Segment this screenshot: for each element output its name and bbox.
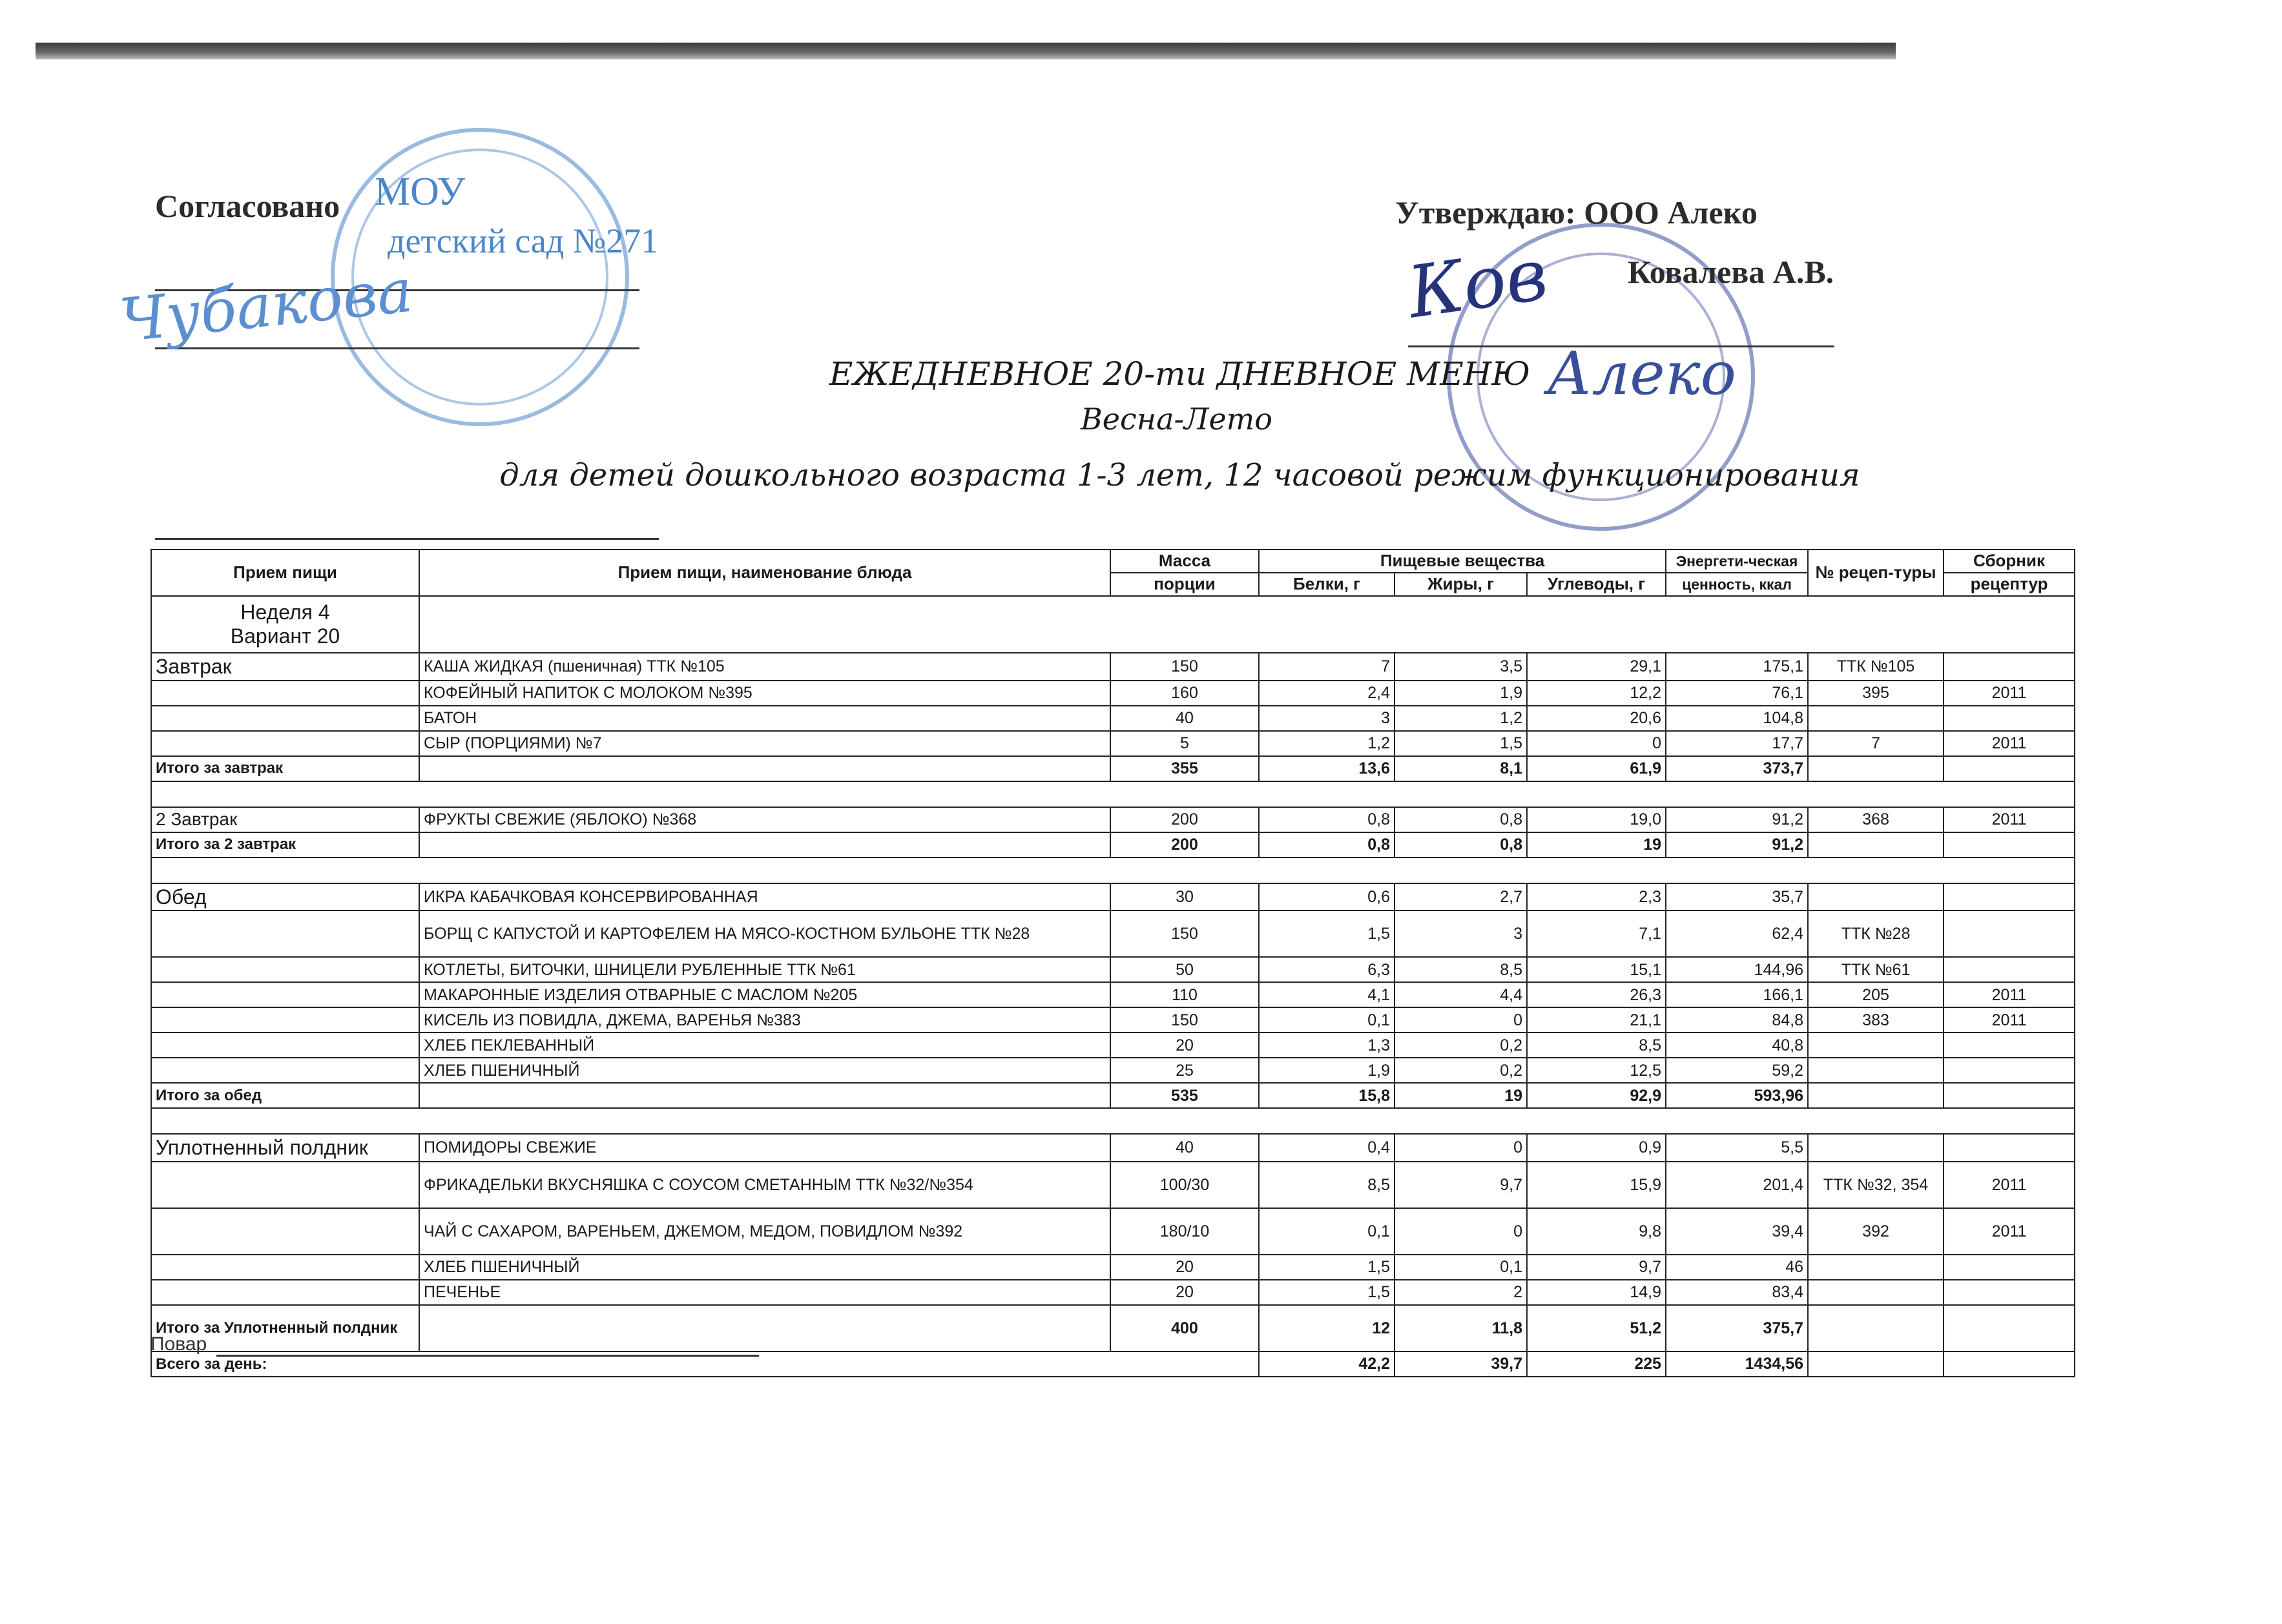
collection-cell: 2011 xyxy=(1944,982,2075,1007)
table-row xyxy=(151,807,2075,832)
total-label: Итого за обед xyxy=(151,1083,419,1108)
fat-cell: 0,2 xyxy=(1395,1033,1527,1058)
mass-cell: 150 xyxy=(1110,1007,1259,1033)
header-carbs: Углеводы, г xyxy=(1527,573,1666,596)
recipe-cell xyxy=(1808,1305,1944,1352)
recipe-cell xyxy=(1808,883,1944,911)
carbs-cell: 92,9 xyxy=(1527,1083,1666,1108)
dish-cell: ХЛЕБ ПЕКЛЕВАННЫЙ xyxy=(419,1033,1110,1058)
meal-cell: Уплотненный полдник xyxy=(151,1134,419,1162)
protein-cell: 2,4 xyxy=(1259,681,1395,706)
table-row xyxy=(151,1007,2075,1033)
energy-cell: 76,1 xyxy=(1666,681,1808,706)
recipe-cell: 383 xyxy=(1808,1007,1944,1033)
dish-cell: ПЕЧЕНЬЕ xyxy=(419,1280,1110,1305)
carbs-cell: 225 xyxy=(1527,1352,1666,1377)
header-fat: Жиры, г xyxy=(1395,573,1527,596)
mass-cell: 20 xyxy=(1110,1033,1259,1058)
recipe-cell xyxy=(1808,1134,1944,1162)
signature-left: Чубакова xyxy=(116,256,416,356)
collection-cell: 2011 xyxy=(1944,1162,2075,1208)
energy-cell: 144,96 xyxy=(1666,957,1808,982)
dish-cell: БОРЩ С КАПУСТОЙ И КАРТОФЕЛЕМ НА МЯСО-КОСТНОМ БУЛЬОНЕ ТТК №28 xyxy=(419,910,1110,957)
total-row xyxy=(151,1083,2075,1108)
mass-cell: 150 xyxy=(1110,910,1259,957)
mass-cell: 30 xyxy=(1110,883,1259,911)
meal-cell: 2 Завтрак xyxy=(151,807,419,832)
mass-cell: 200 xyxy=(1110,832,1259,858)
header-protein: Белки, г xyxy=(1259,573,1395,596)
collection-cell: 2011 xyxy=(1944,681,2075,706)
energy-cell: 39,4 xyxy=(1666,1208,1808,1255)
table-row xyxy=(151,957,2075,982)
dish-cell: КИСЕЛЬ ИЗ ПОВИДЛА, ДЖЕМА, ВАРЕНЬЯ №383 xyxy=(419,1007,1110,1033)
header-collection: Сборник xyxy=(1944,550,2075,573)
protein-cell: 0,1 xyxy=(1259,1007,1395,1033)
carbs-cell: 2,3 xyxy=(1527,883,1666,911)
carbs-cell: 14,9 xyxy=(1527,1280,1666,1305)
fat-cell: 0,2 xyxy=(1395,1058,1527,1083)
total-label: Итого за Уплотненный полдник xyxy=(151,1305,419,1352)
mass-cell: 100/30 xyxy=(1110,1162,1259,1208)
carbs-cell: 15,9 xyxy=(1527,1162,1666,1208)
carbs-cell: 26,3 xyxy=(1527,982,1666,1007)
meal-cell xyxy=(151,1255,419,1280)
menu-title: ЕЖЕДНЕВНОЕ 20-ти ДНЕВНОЕ МЕНЮ xyxy=(829,355,1531,393)
recipe-cell: ТТК №32, 354 xyxy=(1808,1162,1944,1208)
table-row xyxy=(151,910,2075,957)
header-nutrients: Пищевые вещества xyxy=(1259,550,1666,573)
mass-cell: 160 xyxy=(1110,681,1259,706)
fat-cell: 1,5 xyxy=(1395,731,1527,756)
fat-cell: 9,7 xyxy=(1395,1162,1527,1208)
fat-cell: 2 xyxy=(1395,1280,1527,1305)
table-row xyxy=(151,1162,2075,1208)
energy-cell: 40,8 xyxy=(1666,1033,1808,1058)
total-row xyxy=(151,1305,2075,1352)
fat-cell: 3 xyxy=(1395,910,1527,957)
carbs-cell: 20,6 xyxy=(1527,706,1666,731)
recipe-cell: 392 xyxy=(1808,1208,1944,1255)
protein-cell: 0,4 xyxy=(1259,1134,1395,1162)
scan-edge-shadow xyxy=(36,43,1896,59)
recipe-cell xyxy=(1808,1255,1944,1280)
header-meal: Прием пищи xyxy=(151,550,419,596)
protein-cell: 12 xyxy=(1259,1305,1395,1352)
meal-cell: Завтрак xyxy=(151,653,419,681)
mass-cell: 535 xyxy=(1110,1083,1259,1108)
menu-season: Весна-Лето xyxy=(1081,402,1272,437)
collection-cell xyxy=(1944,1083,2075,1108)
menu-subtitle: для детей дошкольного возраста 1-3 лет, 12 часовой режим функционирования xyxy=(499,457,1860,493)
energy-cell: 35,7 xyxy=(1666,883,1808,911)
variant-label: Вариант 20 xyxy=(230,624,340,648)
carbs-cell: 19,0 xyxy=(1527,807,1666,832)
recipe-cell xyxy=(1808,1058,1944,1083)
spacer-row xyxy=(151,858,2075,883)
dish-cell xyxy=(419,1083,1110,1108)
energy-cell: 5,5 xyxy=(1666,1134,1808,1162)
protein-cell: 1,2 xyxy=(1259,731,1395,756)
carbs-cell: 29,1 xyxy=(1527,653,1666,681)
carbs-cell: 15,1 xyxy=(1527,957,1666,982)
protein-cell: 0,8 xyxy=(1259,832,1395,858)
meal-cell xyxy=(151,982,419,1007)
table-row xyxy=(151,1033,2075,1058)
meal-cell xyxy=(151,1162,419,1208)
carbs-cell: 9,8 xyxy=(1527,1208,1666,1255)
fat-cell: 1,9 xyxy=(1395,681,1527,706)
dish-cell: ХЛЕБ ПШЕНИЧНЫЙ xyxy=(419,1255,1110,1280)
protein-cell: 15,8 xyxy=(1259,1083,1395,1108)
energy-cell: 175,1 xyxy=(1666,653,1808,681)
meal-cell xyxy=(151,1007,419,1033)
energy-cell: 593,96 xyxy=(1666,1083,1808,1108)
recipe-cell: ТТК №28 xyxy=(1808,910,1944,957)
collection-cell xyxy=(1944,1280,2075,1305)
protein-cell: 4,1 xyxy=(1259,982,1395,1007)
collection-cell: 2011 xyxy=(1944,1007,2075,1033)
day-total-label: Всего за день: xyxy=(151,1352,1259,1377)
table-row xyxy=(151,1134,2075,1162)
protein-cell: 7 xyxy=(1259,653,1395,681)
fat-cell: 11,8 xyxy=(1395,1305,1527,1352)
energy-cell: 84,8 xyxy=(1666,1007,1808,1033)
protein-cell: 6,3 xyxy=(1259,957,1395,982)
fat-cell: 0 xyxy=(1395,1007,1527,1033)
fat-cell: 8,1 xyxy=(1395,756,1527,781)
table-row xyxy=(151,1255,2075,1280)
spacer-row xyxy=(151,781,2075,807)
collection-cell xyxy=(1944,1058,2075,1083)
dish-cell xyxy=(419,756,1110,781)
recipe-cell: ТТК №105 xyxy=(1808,653,1944,681)
mass-cell: 5 xyxy=(1110,731,1259,756)
meal-cell xyxy=(151,1033,419,1058)
meal-cell xyxy=(151,1280,419,1305)
carbs-cell: 7,1 xyxy=(1527,910,1666,957)
fat-cell: 39,7 xyxy=(1395,1352,1527,1377)
fat-cell: 2,7 xyxy=(1395,883,1527,911)
signature-line-right xyxy=(1408,345,1834,347)
energy-cell: 104,8 xyxy=(1666,706,1808,731)
carbs-cell: 61,9 xyxy=(1527,756,1666,781)
fat-cell: 19 xyxy=(1395,1083,1527,1108)
energy-cell: 83,4 xyxy=(1666,1280,1808,1305)
header-energy-sub: ценность, ккал xyxy=(1666,573,1808,596)
week-label: Неделя 4 xyxy=(240,600,330,624)
agreed-block xyxy=(155,187,340,225)
dish-cell: КОТЛЕТЫ, БИТОЧКИ, ШНИЦЕЛИ РУБЛЕННЫЕ ТТК №61 xyxy=(419,957,1110,982)
mass-cell: 50 xyxy=(1110,957,1259,982)
energy-cell: 91,2 xyxy=(1666,807,1808,832)
carbs-cell: 12,5 xyxy=(1527,1058,1666,1083)
meal-cell xyxy=(151,1208,419,1255)
mass-cell: 25 xyxy=(1110,1058,1259,1083)
recipe-cell: ТТК №61 xyxy=(1808,957,1944,982)
spacer-row xyxy=(151,1108,2075,1134)
dish-cell: ХЛЕБ ПШЕНИЧНЫЙ xyxy=(419,1058,1110,1083)
dish-cell: КАША ЖИДКАЯ (пшеничная) ТТК №105 xyxy=(419,653,1110,681)
collection-cell xyxy=(1944,883,2075,911)
total-label: Итого за завтрак xyxy=(151,756,419,781)
protein-cell: 1,5 xyxy=(1259,910,1395,957)
collection-cell xyxy=(1944,1305,2075,1352)
recipe-cell xyxy=(1808,1033,1944,1058)
dish-cell xyxy=(419,832,1110,858)
recipe-cell: 7 xyxy=(1808,731,1944,756)
mass-cell: 20 xyxy=(1110,1280,1259,1305)
energy-cell: 91,2 xyxy=(1666,832,1808,858)
dish-cell xyxy=(419,1305,1110,1352)
recipe-cell: 205 xyxy=(1808,982,1944,1007)
collection-cell xyxy=(1944,1134,2075,1162)
signature-line-left-2 xyxy=(155,347,639,349)
dish-cell: ПОМИДОРЫ СВЕЖИЕ xyxy=(419,1134,1110,1162)
week-cell xyxy=(151,596,419,653)
energy-cell: 373,7 xyxy=(1666,756,1808,781)
meal-cell: Обед xyxy=(151,883,419,911)
fat-cell: 0,8 xyxy=(1395,807,1527,832)
mass-cell: 20 xyxy=(1110,1255,1259,1280)
energy-cell: 1434,56 xyxy=(1666,1352,1808,1377)
dish-cell: МАКАРОННЫЕ ИЗДЕЛИЯ ОТВАРНЫЕ С МАСЛОМ №205 xyxy=(419,982,1110,1007)
table-row xyxy=(151,653,2075,681)
collection-cell xyxy=(1944,957,2075,982)
table-row xyxy=(151,681,2075,706)
protein-cell: 1,9 xyxy=(1259,1058,1395,1083)
mass-cell: 180/10 xyxy=(1110,1208,1259,1255)
dish-cell: ЧАЙ С САХАРОМ, ВАРЕНЬЕМ, ДЖЕМОМ, МЕДОМ, ПОВИДЛОМ №392 xyxy=(419,1208,1110,1255)
meal-cell xyxy=(151,1058,419,1083)
energy-cell: 375,7 xyxy=(1666,1305,1808,1352)
meal-cell xyxy=(151,681,419,706)
table-row xyxy=(151,1208,2075,1255)
agreed-label: Согласовано xyxy=(155,188,340,224)
table-row xyxy=(151,1058,2075,1083)
table-row xyxy=(151,731,2075,756)
stamp-left-name: детский сад №271 xyxy=(388,221,659,260)
protein-cell: 1,3 xyxy=(1259,1033,1395,1058)
fat-cell: 8,5 xyxy=(1395,957,1527,982)
mass-cell: 400 xyxy=(1110,1305,1259,1352)
table-row xyxy=(151,1280,2075,1305)
dish-cell: ИКРА КАБАЧКОВАЯ КОНСЕРВИРОВАННАЯ xyxy=(419,883,1110,911)
meal-cell xyxy=(151,957,419,982)
total-label: Итого за 2 завтрак xyxy=(151,832,419,858)
recipe-cell xyxy=(1808,706,1944,731)
mass-cell: 355 xyxy=(1110,756,1259,781)
carbs-cell: 21,1 xyxy=(1527,1007,1666,1033)
carbs-cell: 12,2 xyxy=(1527,681,1666,706)
fat-cell: 0,8 xyxy=(1395,832,1527,858)
protein-cell: 42,2 xyxy=(1259,1352,1395,1377)
menu-table xyxy=(150,549,2075,1377)
carbs-cell: 51,2 xyxy=(1527,1305,1666,1352)
collection-cell xyxy=(1944,1352,2075,1377)
mass-cell: 110 xyxy=(1110,982,1259,1007)
dish-cell: ФРУКТЫ СВЕЖИЕ (ЯБЛОКО) №368 xyxy=(419,807,1110,832)
header-mass: Масса xyxy=(1110,550,1259,573)
protein-cell: 13,6 xyxy=(1259,756,1395,781)
protein-cell: 8,5 xyxy=(1259,1162,1395,1208)
recipe-cell xyxy=(1808,1280,1944,1305)
recipe-cell xyxy=(1808,1352,1944,1377)
meal-cell xyxy=(151,910,419,957)
collection-cell xyxy=(1944,910,2075,957)
energy-cell: 59,2 xyxy=(1666,1058,1808,1083)
cook-signature-line xyxy=(216,1355,759,1357)
divider-line xyxy=(155,538,659,540)
recipe-cell xyxy=(1808,756,1944,781)
carbs-cell: 0,9 xyxy=(1527,1134,1666,1162)
collection-cell xyxy=(1944,653,2075,681)
header-recipe: № рецеп-туры xyxy=(1808,550,1944,596)
table-row xyxy=(151,706,2075,731)
collection-cell: 2011 xyxy=(1944,731,2075,756)
protein-cell: 0,6 xyxy=(1259,883,1395,911)
collection-cell xyxy=(1944,832,2075,858)
week-blank xyxy=(419,596,2075,653)
mass-cell: 40 xyxy=(1110,706,1259,731)
dish-cell: КОФЕЙНЫЙ НАПИТОК С МОЛОКОМ №395 xyxy=(419,681,1110,706)
energy-cell: 166,1 xyxy=(1666,982,1808,1007)
protein-cell: 0,1 xyxy=(1259,1208,1395,1255)
header-collection-sub: рецептур xyxy=(1944,573,2075,596)
mass-cell: 150 xyxy=(1110,653,1259,681)
mass-cell: 40 xyxy=(1110,1134,1259,1162)
energy-cell: 17,7 xyxy=(1666,731,1808,756)
energy-cell: 201,4 xyxy=(1666,1162,1808,1208)
collection-cell: 2011 xyxy=(1944,1208,2075,1255)
header-dish: Прием пищи, наименование блюда xyxy=(419,550,1110,596)
carbs-cell: 9,7 xyxy=(1527,1255,1666,1280)
protein-cell: 1,5 xyxy=(1259,1255,1395,1280)
collection-cell xyxy=(1944,1255,2075,1280)
protein-cell: 0,8 xyxy=(1259,807,1395,832)
energy-cell: 46 xyxy=(1666,1255,1808,1280)
recipe-cell xyxy=(1808,1083,1944,1108)
header-energy: Энергети-ческая xyxy=(1666,550,1808,573)
dish-cell: ФРИКАДЕЛЬКИ ВКУСНЯШКА С СОУСОМ СМЕТАННЫМ ТТК №32/№354 xyxy=(419,1162,1110,1208)
fat-cell: 1,2 xyxy=(1395,706,1527,731)
fat-cell: 4,4 xyxy=(1395,982,1527,1007)
meal-cell xyxy=(151,731,419,756)
collection-cell xyxy=(1944,1033,2075,1058)
total-row xyxy=(151,756,2075,781)
signature-right: Ков xyxy=(1403,232,1553,334)
fat-cell: 3,5 xyxy=(1395,653,1527,681)
carbs-cell: 19 xyxy=(1527,832,1666,858)
dish-cell: СЫР (ПОРЦИЯМИ) №7 xyxy=(419,731,1110,756)
collection-cell xyxy=(1944,756,2075,781)
total-row xyxy=(151,832,2075,858)
collection-cell xyxy=(1944,706,2075,731)
fat-cell: 0,1 xyxy=(1395,1255,1527,1280)
protein-cell: 3 xyxy=(1259,706,1395,731)
header-mass-sub: порции xyxy=(1110,573,1259,596)
protein-cell: 1,5 xyxy=(1259,1280,1395,1305)
cook-label: Повар xyxy=(150,1333,207,1355)
fat-cell: 0 xyxy=(1395,1134,1527,1162)
fat-cell: 0 xyxy=(1395,1208,1527,1255)
signer-name: Ковалева А.В. xyxy=(1628,254,1834,290)
carbs-cell: 8,5 xyxy=(1527,1033,1666,1058)
recipe-cell xyxy=(1808,832,1944,858)
mass-cell: 200 xyxy=(1110,807,1259,832)
energy-cell: 62,4 xyxy=(1666,910,1808,957)
collection-cell: 2011 xyxy=(1944,807,2075,832)
recipe-cell: 368 xyxy=(1808,807,1944,832)
recipe-cell: 395 xyxy=(1808,681,1944,706)
stamp-right-text: Алеко xyxy=(1547,339,1737,408)
table-row xyxy=(151,883,2075,911)
meal-cell xyxy=(151,706,419,731)
dish-cell: БАТОН xyxy=(419,706,1110,731)
carbs-cell: 0 xyxy=(1527,731,1666,756)
table-row xyxy=(151,982,2075,1007)
approve-label: Утверждаю: ООО Алеко xyxy=(1395,194,1758,231)
stamp-left-org: МОУ xyxy=(375,170,466,214)
